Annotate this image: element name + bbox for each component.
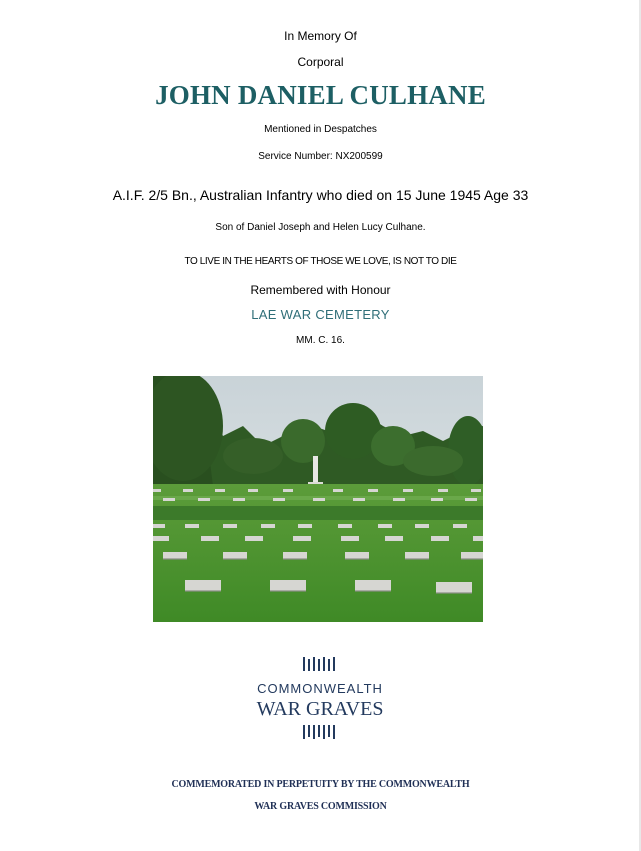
footer-line-1: COMMEMORATED IN PERPETUITY BY THE COMMONWEALTH <box>171 779 470 790</box>
service-number: Service Number: NX200599 <box>258 151 383 162</box>
honour-text: Mentioned in Despatches <box>264 124 377 135</box>
cemetery-photo <box>153 376 483 622</box>
footer-line-2: WAR GRAVES COMMISSION <box>254 801 387 812</box>
cemetery-name: LAE WAR CEMETERY <box>251 307 390 322</box>
unit-death-line: A.I.F. 2/5 Bn., Australian Infantry who died on 15 June 1945 Age 33 <box>112 187 529 203</box>
logo-line-2: WAR GRAVES <box>256 698 384 720</box>
soldier-name: JOHN DANIEL CULHANE <box>155 80 486 110</box>
family-text: Son of Daniel Joseph and Helen Lucy Culhane. <box>215 222 426 233</box>
remembered-text: Remembered with Honour <box>250 283 391 297</box>
grave-reference: MM. C. 16. <box>296 335 345 346</box>
rank-text: Corporal <box>297 55 344 69</box>
logo-line-1: COMMONWEALTH <box>257 681 383 696</box>
in-memory-of-text: In Memory Of <box>284 29 357 43</box>
epitaph-text: TO LIVE IN THE HEARTS OF THOSE WE LOVE, IS NOT TO DIE <box>184 256 457 267</box>
cwgc-logo <box>240 655 400 745</box>
